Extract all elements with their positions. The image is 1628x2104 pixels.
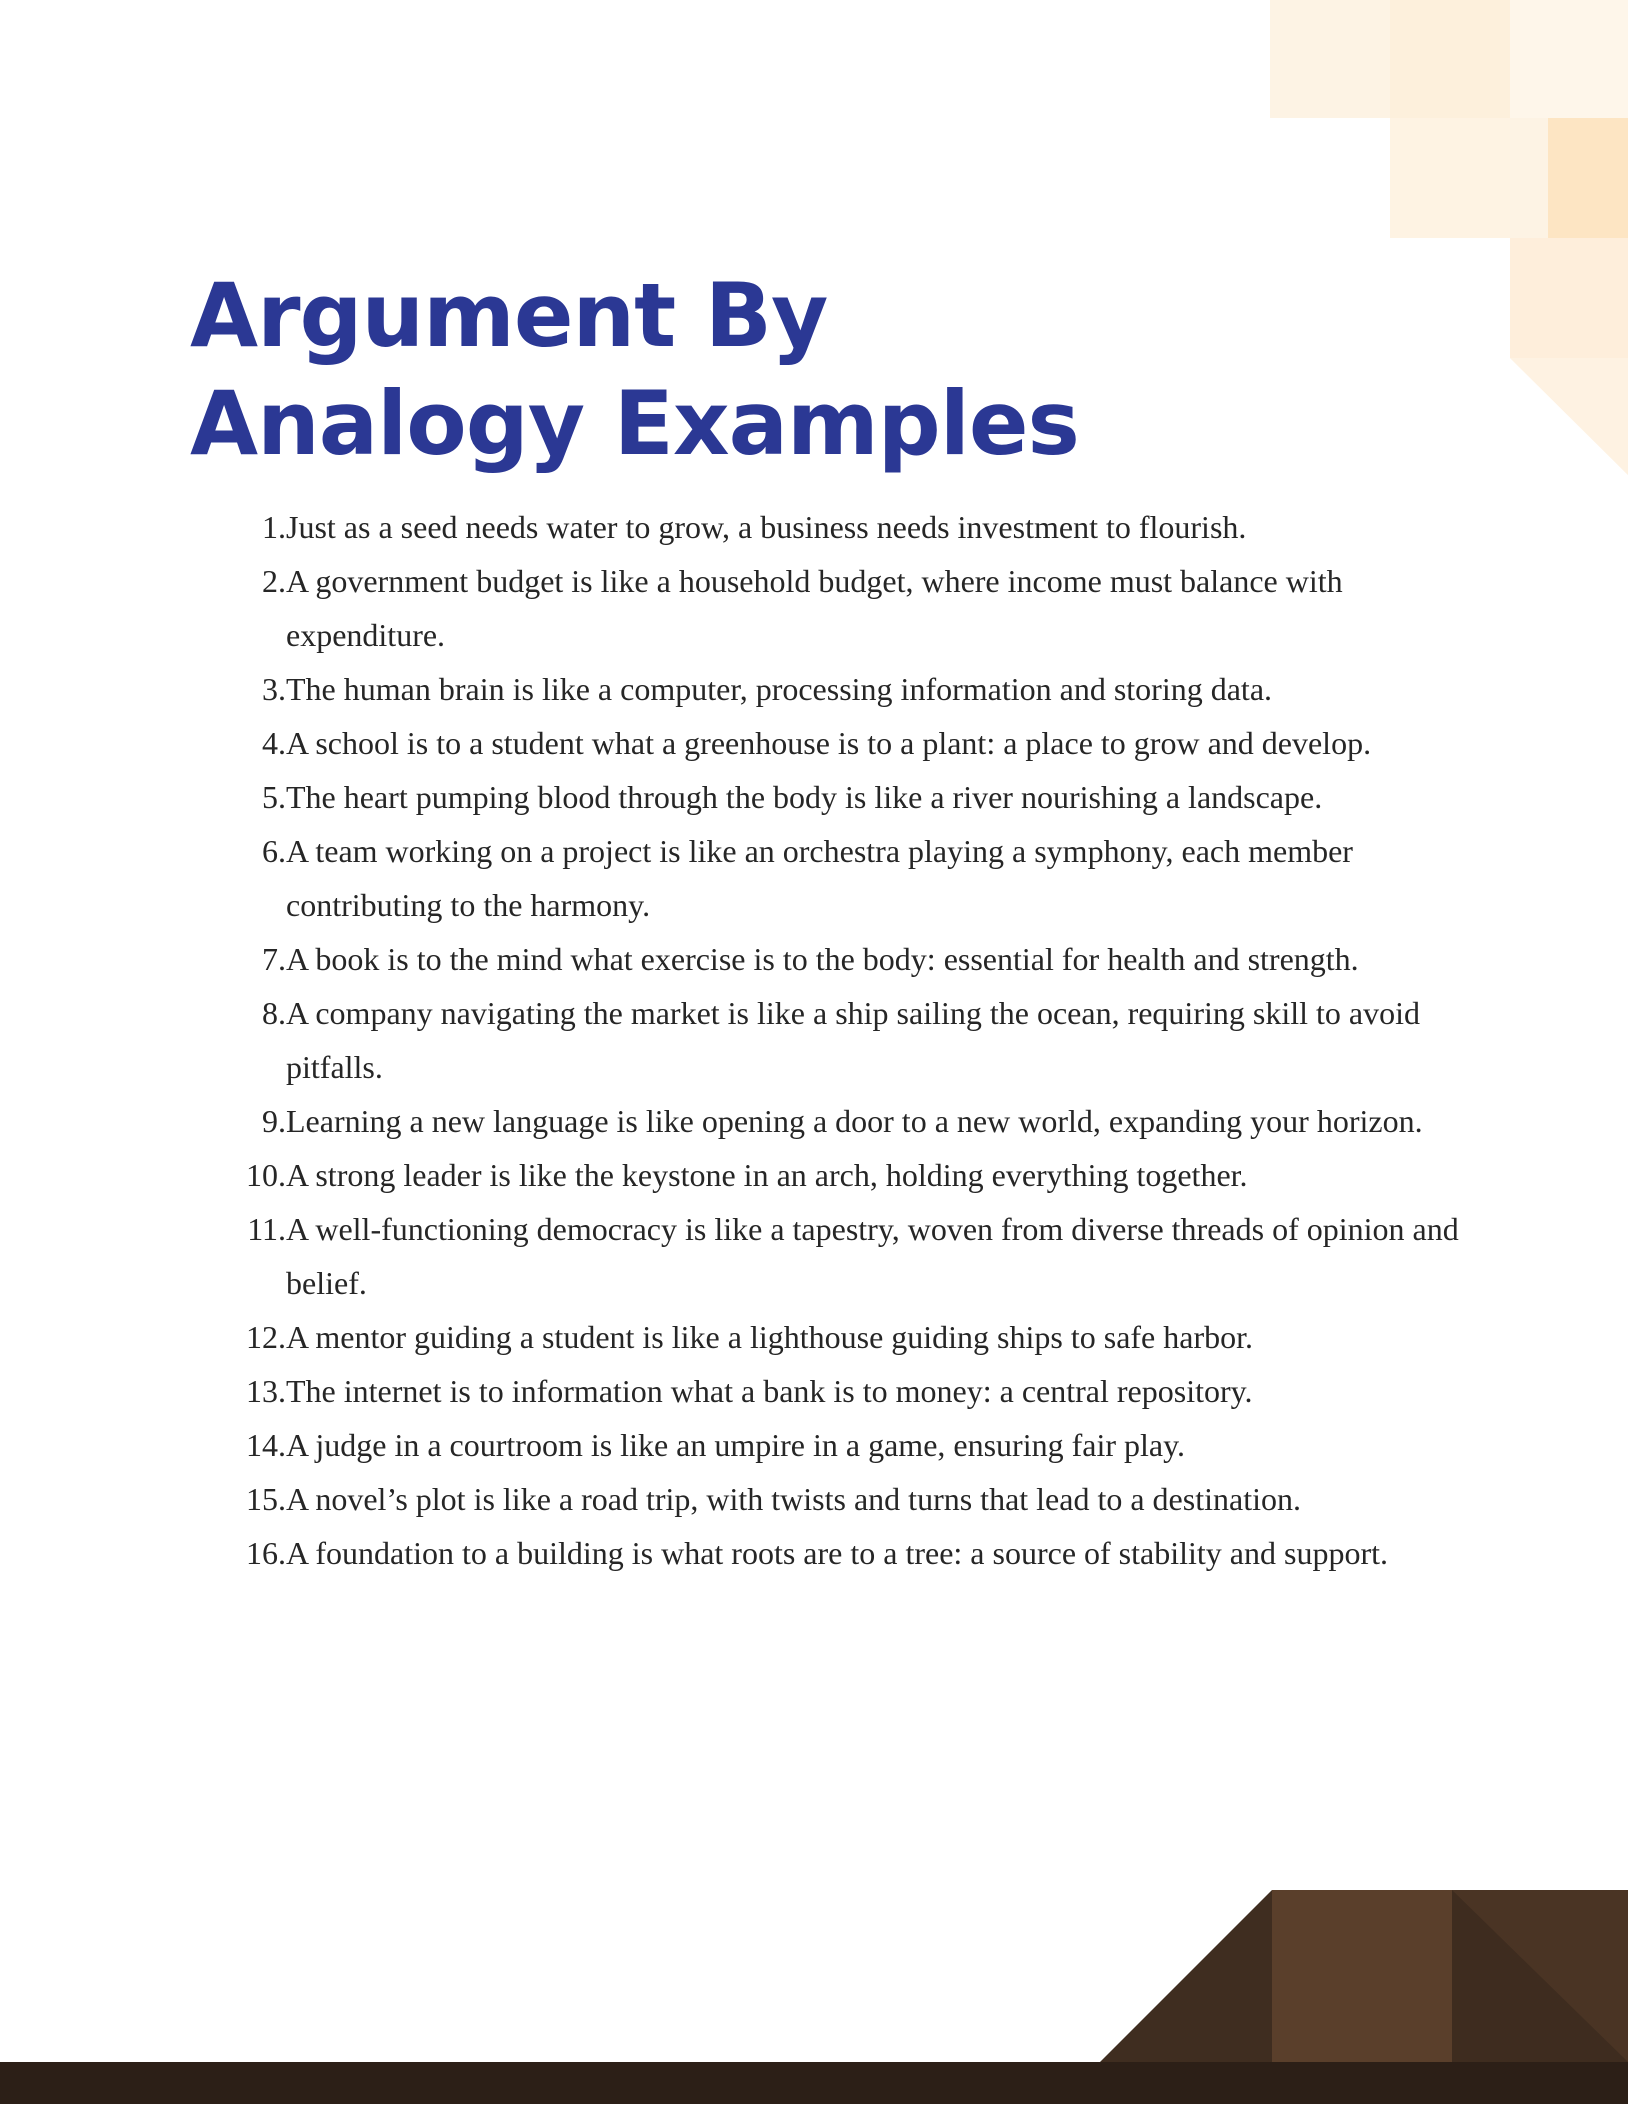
list-item-text: A well-functioning democracy is like a tapestry, woven from diverse threads of opinion and belief.	[286, 1211, 1459, 1301]
list-item	[220, 1472, 1470, 1526]
list-item	[220, 824, 1470, 932]
list-item	[220, 500, 1470, 554]
list-item	[220, 986, 1470, 1094]
list-item-text: A judge in a courtroom is like an umpire in a game, ensuring fair play.	[286, 1427, 1186, 1463]
list-item-text: A book is to the mind what exercise is to the body: essential for health and strength.	[286, 941, 1359, 977]
list-item-text: A mentor guiding a student is like a lighthouse guiding ships to safe harbor.	[286, 1319, 1253, 1355]
list-item-number: 13.	[246, 1373, 286, 1409]
list-item-number: 12.	[246, 1319, 286, 1355]
list-item	[220, 1094, 1470, 1148]
list-item-number: 7.	[262, 941, 286, 977]
list-item	[220, 1202, 1470, 1310]
list-item-text: A strong leader is like the keystone in an arch, holding everything together.	[286, 1157, 1248, 1193]
list-item	[220, 1364, 1470, 1418]
list-item	[220, 1526, 1470, 1580]
list-item-number: 15.	[246, 1481, 286, 1517]
page-title	[190, 262, 1079, 478]
list-item-text: A school is to a student what a greenhouse is to a plant: a place to grow and develop.	[286, 725, 1372, 761]
list-item-number: 4.	[262, 725, 286, 761]
list-item-number: 11.	[247, 1211, 286, 1247]
examples-list	[220, 500, 1470, 1580]
list-item	[220, 1418, 1470, 1472]
page-title-line-2: Analogy Examples	[190, 372, 1079, 475]
list-item-text: The internet is to information what a bank is to money: a central repository.	[286, 1373, 1253, 1409]
list-item-text: Learning a new language is like opening a door to a new world, expanding your horizon.	[286, 1103, 1423, 1139]
list-item-number: 3.	[262, 671, 286, 707]
list-item-number: 9.	[262, 1103, 286, 1139]
list-item	[220, 932, 1470, 986]
list-item-number: 16.	[246, 1535, 286, 1571]
list-item-number: 10.	[246, 1157, 286, 1193]
list-item	[220, 1148, 1470, 1202]
list-item-number: 14.	[246, 1427, 286, 1463]
list-item-text: A foundation to a building is what roots are to a tree: a source of stability and support.	[286, 1535, 1388, 1571]
list-item-text: A novel’s plot is like a road trip, with twists and turns that lead to a destination.	[286, 1481, 1301, 1517]
list-item-number: 5.	[262, 779, 286, 815]
page-title-line-1: Argument By	[190, 264, 828, 367]
list-item-number: 2.	[262, 563, 286, 599]
list-item-text: A company navigating the market is like a ship sailing the ocean, requiring skill to avoid pitfalls.	[286, 995, 1420, 1085]
list-item-text: A government budget is like a household budget, where income must balance with expenditure.	[286, 563, 1343, 653]
list-item	[220, 554, 1470, 662]
bottom-corner-decoration	[0, 1884, 1628, 2104]
list-item	[220, 662, 1470, 716]
list-item	[220, 716, 1470, 770]
list-item-text: The human brain is like a computer, processing information and storing data.	[286, 671, 1273, 707]
list-item	[220, 770, 1470, 824]
list-item-text: The heart pumping blood through the body is like a river nourishing a landscape.	[286, 779, 1323, 815]
list-item-number: 8.	[262, 995, 286, 1031]
list-item-text: A team working on a project is like an orchestra playing a symphony, each member contributing to the harmony.	[286, 833, 1353, 923]
list-item-text: Just as a seed needs water to grow, a business needs investment to flourish.	[286, 509, 1247, 545]
list-item-number: 1.	[262, 509, 286, 545]
list-item	[220, 1310, 1470, 1364]
list-item-number: 6.	[262, 833, 286, 869]
